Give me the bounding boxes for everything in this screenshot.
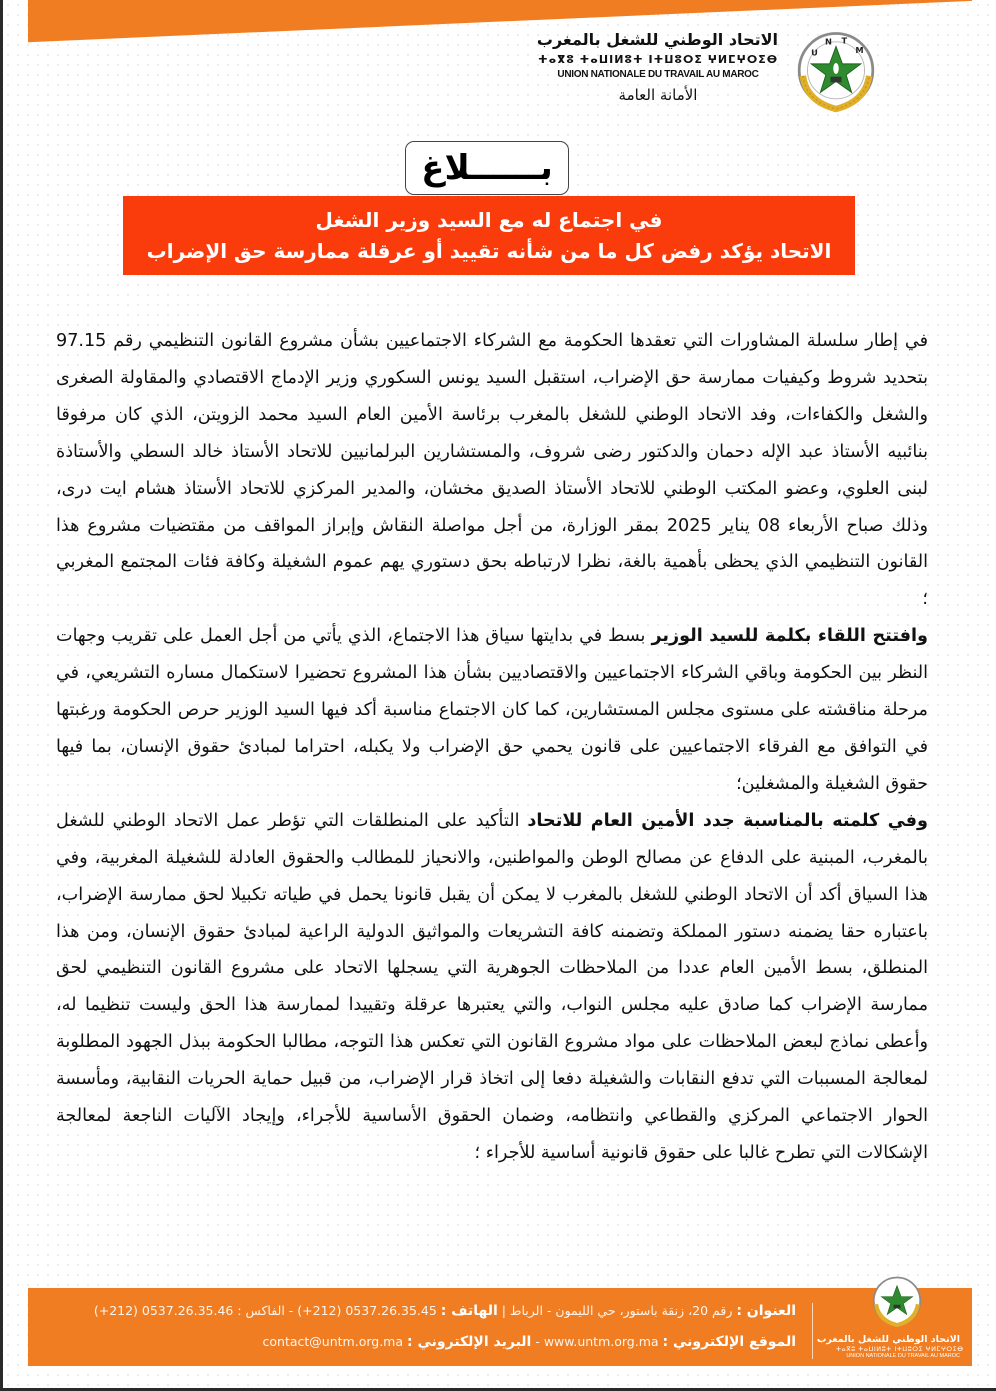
footer-organization [816,1334,964,1359]
logo-letter-m: M [855,44,864,55]
website-label: الموقع الإلكتروني : [662,1334,796,1350]
footer-bar [28,1288,972,1366]
paragraph-3-lead: وفي كلمته بالمناسبة جدد الأمين العام للاتحاد [527,810,928,831]
org-name-french: UNION NATIONALE DU TRAVAIL AU MAROC [557,69,759,80]
footer-divider [812,1303,813,1359]
footer-org-name-arabic: الاتحاد الوطني للشغل بالمغرب [816,1334,960,1345]
footer-contact-line-1 [94,1303,796,1319]
communique-title-box [405,141,569,195]
header-organization [538,30,778,104]
headline-line-2: الاتحاد يؤكد رفض كل ما من شأنه تقييد أو عرقلة ممارسة حق الإضراب [146,238,832,263]
logo-letter-u: U [811,47,818,58]
email-label: البريد الإلكتروني : [407,1334,532,1350]
communique-body [56,323,928,1172]
body-paragraph-1: في إطار سلسلة المشاورات التي تعقدها الحكومة مع الشركاء الاجتماعيين بشأن مشروع القانون التنظيمي رقم 97.15 بتحديد شروط وكيفيات ممارسة حق الإضراب، استقبل السيد يونس السكوري وزير الإدماج الاقتصادي والمقاولة الصغرى والشغل والكفاءات، وفد الاتحاد الوطني للشغل بالمغرب برئاسة الأمين العام السيد محمد الزويتن، الذي كان مرفوقا بنائبيه الأستاذ عبد الإله دحمان والدكتور رضى شروف، والمستشارين البرلمانيين للاتحاد الأستاذ خالد السطي والأستاذة لبنى العلوي، وعضو المكتب الوطني للاتحاد الأستاذ الصديق مخشان، والمدير المركزي للاتحاد الأستاذ هشام ايت درى، وذلك صباح الأربعاء 08 يناير 2025 بمقر الوزارة، من أجل مواصلة النقاش وإبراز المواقف من مقتضيات مشروع هذا القانون التنظيمي الذي يحظى بأهمية بالغة، نظرا لارتباطه بحق دستوري يهم عموم الشغيلة وكافة فئات المجتمع المغربي ؛ [56,331,928,610]
footer-contact-line-2 [263,1334,796,1350]
general-secretariat-label: الأمانة العامة [618,86,698,104]
headline-line-1: في اجتماع له مع السيد وزير الشغل [315,207,663,232]
address-value: رقم 20، زنقة باستور، حي الليمون - الرباط | [497,1303,737,1318]
footer-untm-logo-icon [868,1274,926,1332]
footer-org-name-tifinagh: ⵜⴰⴳⵓ ⵜⴰⵡⵏⵍⵓⵜ ⵏⵜⵡⵓⵔⵉ ⵖⵍⵎⵖⵔⵉⴱ [836,1345,964,1353]
body-paragraph-2 [56,618,928,803]
email-link[interactable]: contact@untm.org.ma [262,1334,408,1349]
untm-logo-icon [790,28,882,120]
org-name-arabic: الاتحاد الوطني للشغل بالمغرب [536,30,778,49]
website-link[interactable]: www.untm.org.ma - [531,1334,663,1349]
paragraph-3-text: التأكيد على المنطلقات التي تؤطر عمل الاتحاد الوطني للشغل بالمغرب، المبنية على الدفاع عن مصالح الوطن والمواطنين، والانحياز للمطالب والحقوق العادلة للشغيلة المغربية، وفي هذا السياق أكد أن الاتحاد الوطني للشغل بالمغرب لا يمكن أن يقبل قانونا يحمل في طياته تكبيلا لحق ممارسة الإضراب، باعتباره حقا يضمنه دستور المملكة وتضمنه كافة التشريعات والمواثيق الدولية الراعية لمبادئ حقوق الإنسان، ومن هذا المنطلق، بسط الأمين العام عددا من الملاحظات الجوهرية التي يسجلها الاتحاد على مشروع القانون التنظيمي لحق ممارسة الإضراب كما صادق عليه مجلس النواب، والتي يعتبرها عرقلة وتقييدا لممارسة هذا الحق وليست تنظيما له، وأعطى نماذج لبعض الملاحظات على مواد مشروع القانون التي تعكس هذا التوجه، مطالبا الحكومة ببذل الجهود المطلوبة لمعالجة المسببات التي تدفع النقابات والشغيلة دفعا إلى اتخاذ قرار الإضراب، من قبيل حماية الحريات النقابية، ومأسسة الحوار الاجتماعي المركزي والقطاعي وانتظامه، وضمان الحقوق الأساسية للأجراء، وإيجاد الآليات الناجعة لمعالجة الإشكالات التي تطرح غالبا على حقوق قانونية أساسية للأجراء ؛ [56,810,928,1163]
phone-label: الهاتف : [440,1303,498,1319]
body-paragraph-3 [56,803,928,1172]
headline-banner [123,196,855,275]
paragraph-2-lead: وافتتح اللقاء بكلمة للسيد الوزير [651,626,928,647]
address-label: العنوان : [736,1303,796,1319]
communique-title: بــــــلاغ [421,148,553,188]
paragraph-2-text: بسط في بدايتها سياق هذا الاجتماع، الذي يأتي من أجل العمل على تقريب وجهات النظر بين الحكومة وباقي الشركاء الاجتماعيين والاقتصاديين بشأن هذا المشروع تحضيرا لاستكمال مساره التشريعي، في مرحلة مناقشته على مستوى مجلس المستشارين، كما كان الاجتماع مناسبة أكد فيها السيد الوزير حرص الحكومة ورغبتها في التوافق مع الفرقاء الاجتماعيين على قانون يحمي حق الإضراب ولا يكبله، احتراما لمبادئ حقوق الإنسان، بما فيها حقوق الشغيلة والمشغلين؛ [56,626,928,794]
footer-org-name-french: UNION NATIONALE DU TRAVAIL AU MAROC [846,1353,960,1359]
phone-fax-value: 0537.26.35.45 (212+) - الفاكس : 0537.26.35.46 (212+) [93,1303,441,1318]
logo-letter-t: T [841,35,848,46]
logo-letter-n: N [824,36,832,47]
org-name-tifinagh: ⵜⴰⴳⵓ ⵜⴰⵡⵏⵍⵓⵜ ⵏⵜⵡⵓⵔⵉ ⵖⵍⵎⵖⵔⵉⴱ [538,53,779,66]
